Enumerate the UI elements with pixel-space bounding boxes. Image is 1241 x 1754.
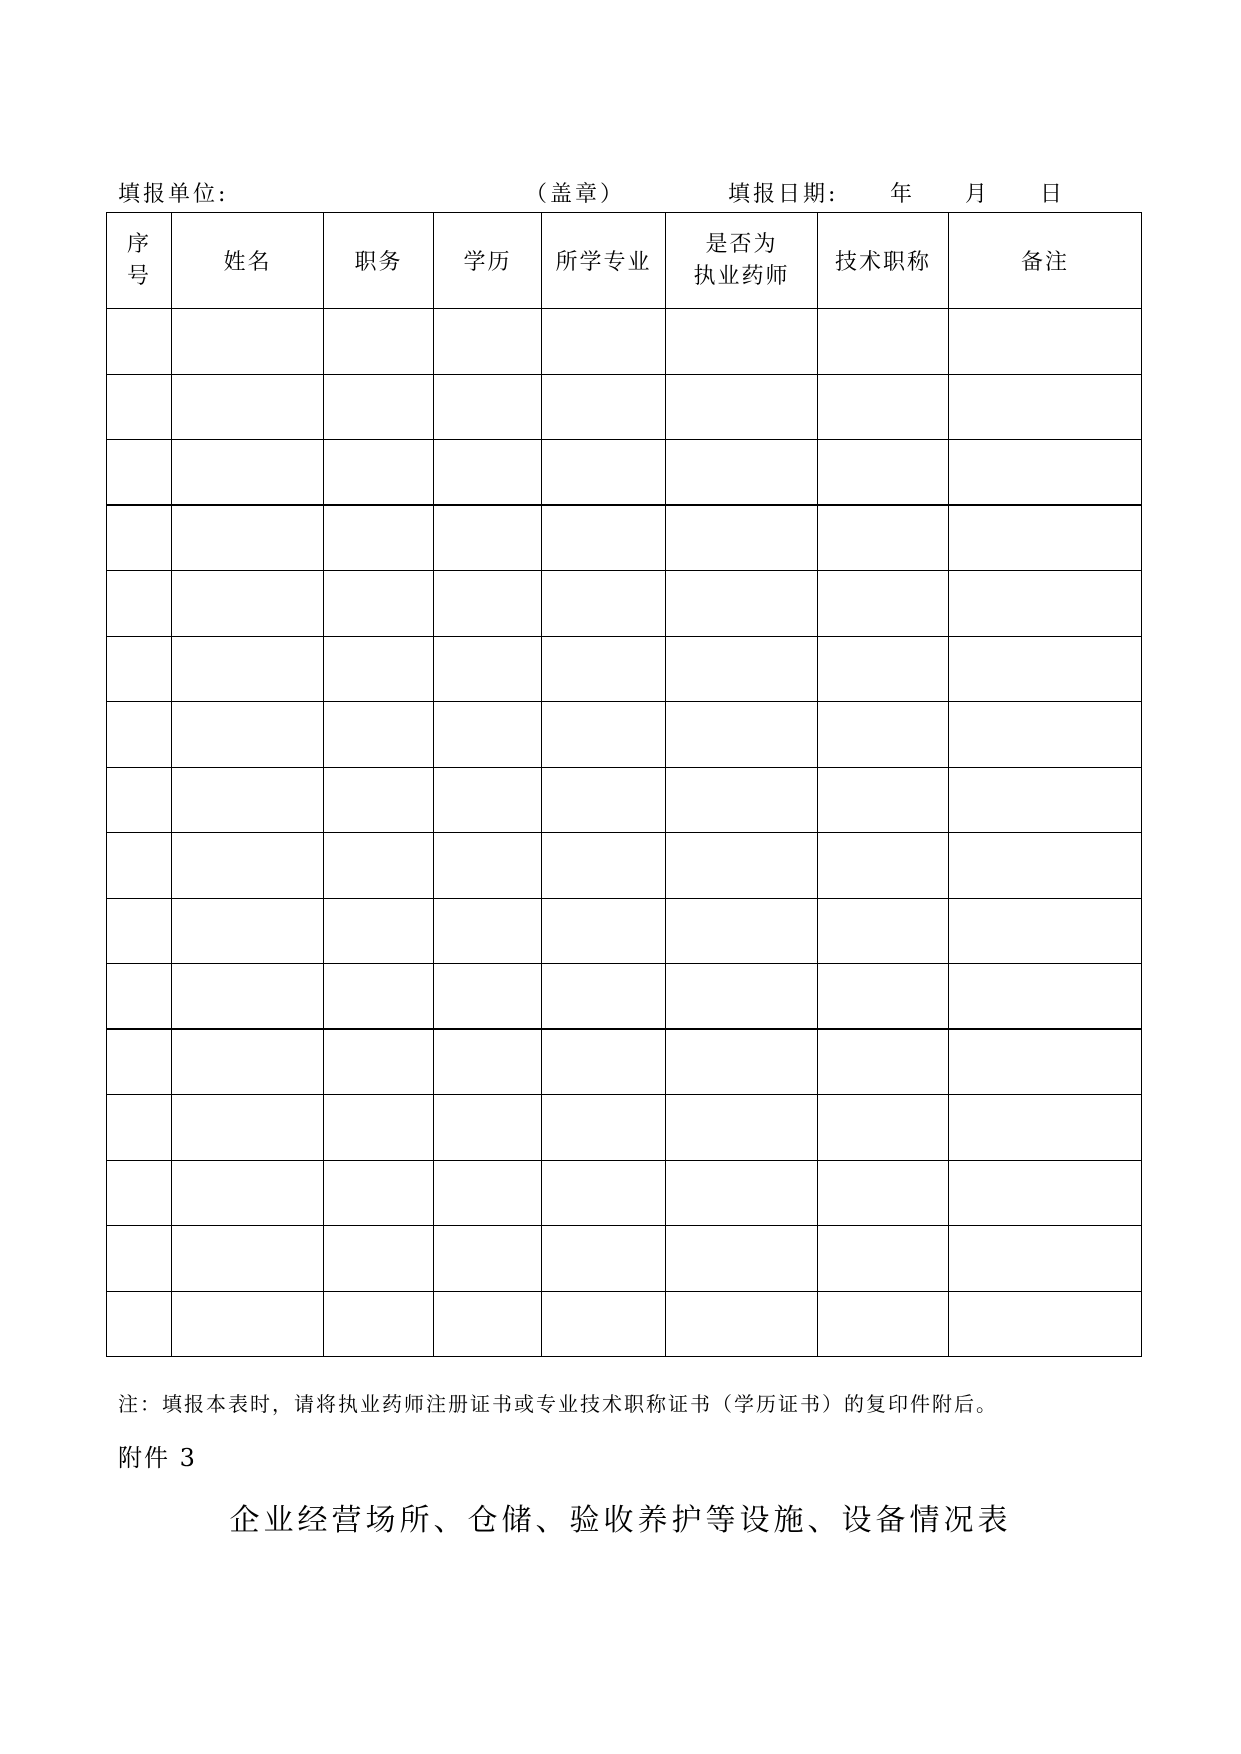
cell-education[interactable] bbox=[434, 964, 542, 1030]
column-header-major-label: 所学专业 bbox=[555, 250, 652, 275]
attachment-label: 附件 3 bbox=[118, 1444, 197, 1472]
cell-remarks[interactable] bbox=[949, 374, 1142, 440]
cell-education[interactable] bbox=[434, 505, 542, 571]
cell-licensed-pharmacist[interactable] bbox=[666, 964, 818, 1030]
cell-major[interactable] bbox=[542, 1160, 666, 1226]
cell-technical-title[interactable] bbox=[818, 636, 949, 702]
table-row bbox=[107, 1029, 1142, 1095]
cell-serial[interactable] bbox=[107, 1291, 172, 1357]
cell-position[interactable] bbox=[324, 767, 434, 833]
cell-technical-title[interactable] bbox=[818, 898, 949, 964]
cell-major[interactable] bbox=[542, 898, 666, 964]
cell-serial[interactable] bbox=[107, 964, 172, 1030]
column-header-remarks bbox=[949, 213, 1142, 309]
table-row bbox=[107, 374, 1142, 440]
cell-major[interactable] bbox=[542, 767, 666, 833]
cell-position[interactable] bbox=[324, 1029, 434, 1095]
cell-remarks[interactable] bbox=[949, 636, 1142, 702]
column-header-technical-title bbox=[818, 213, 949, 309]
cell-name[interactable] bbox=[172, 833, 324, 899]
cell-education[interactable] bbox=[434, 1160, 542, 1226]
cell-remarks[interactable] bbox=[949, 1095, 1142, 1161]
cell-major[interactable] bbox=[542, 636, 666, 702]
cell-serial[interactable] bbox=[107, 1095, 172, 1161]
cell-technical-title[interactable] bbox=[818, 1226, 949, 1292]
table-row bbox=[107, 636, 1142, 702]
cell-technical-title[interactable] bbox=[818, 1029, 949, 1095]
cell-remarks[interactable] bbox=[949, 898, 1142, 964]
cell-serial[interactable] bbox=[107, 636, 172, 702]
cell-name[interactable] bbox=[172, 440, 324, 506]
cell-licensed-pharmacist[interactable] bbox=[666, 702, 818, 768]
table-row bbox=[107, 702, 1142, 768]
cell-licensed-pharmacist[interactable] bbox=[666, 1226, 818, 1292]
table-row bbox=[107, 505, 1142, 571]
cell-technical-title[interactable] bbox=[818, 374, 949, 440]
cell-licensed-pharmacist[interactable] bbox=[666, 1029, 818, 1095]
cell-licensed-pharmacist[interactable] bbox=[666, 309, 818, 375]
cell-technical-title[interactable] bbox=[818, 767, 949, 833]
cell-position[interactable] bbox=[324, 702, 434, 768]
cell-licensed-pharmacist[interactable] bbox=[666, 1291, 818, 1357]
cell-technical-title[interactable] bbox=[818, 571, 949, 637]
cell-major[interactable] bbox=[542, 1095, 666, 1161]
cell-position[interactable] bbox=[324, 1291, 434, 1357]
cell-education[interactable] bbox=[434, 440, 542, 506]
cell-education[interactable] bbox=[434, 309, 542, 375]
cell-position[interactable] bbox=[324, 440, 434, 506]
cell-education[interactable] bbox=[434, 1226, 542, 1292]
cell-education[interactable] bbox=[434, 1029, 542, 1095]
cell-remarks[interactable] bbox=[949, 505, 1142, 571]
filing-unit-label: 填报单位: bbox=[118, 182, 229, 207]
table-body bbox=[107, 309, 1142, 1357]
column-header-education-label: 学历 bbox=[463, 250, 512, 275]
cell-education[interactable] bbox=[434, 898, 542, 964]
cell-serial[interactable] bbox=[107, 571, 172, 637]
cell-name[interactable] bbox=[172, 702, 324, 768]
table-row bbox=[107, 1160, 1142, 1226]
cell-technical-title[interactable] bbox=[818, 309, 949, 375]
table-row bbox=[107, 571, 1142, 637]
cell-technical-title[interactable] bbox=[818, 1291, 949, 1357]
cell-technical-title[interactable] bbox=[818, 1160, 949, 1226]
cell-technical-title[interactable] bbox=[818, 702, 949, 768]
cell-serial[interactable] bbox=[107, 833, 172, 899]
column-header-licensed-pharmacist-line2: 执业药师 bbox=[693, 263, 790, 289]
cell-major[interactable] bbox=[542, 1291, 666, 1357]
cell-education[interactable] bbox=[434, 702, 542, 768]
cell-position[interactable] bbox=[324, 505, 434, 571]
table-row bbox=[107, 964, 1142, 1030]
cell-major[interactable] bbox=[542, 440, 666, 506]
cell-education[interactable] bbox=[434, 767, 542, 833]
cell-licensed-pharmacist[interactable] bbox=[666, 1095, 818, 1161]
next-form-title: 企业经营场所、仓储、验收养护等设施、设备情况表 bbox=[229, 1503, 1012, 1538]
cell-name[interactable] bbox=[172, 767, 324, 833]
seal-label: （盖章） bbox=[525, 182, 626, 207]
cell-remarks[interactable] bbox=[949, 767, 1142, 833]
cell-major[interactable] bbox=[542, 702, 666, 768]
table-row bbox=[107, 440, 1142, 506]
cell-education[interactable] bbox=[434, 1095, 542, 1161]
cell-major[interactable] bbox=[542, 309, 666, 375]
cell-serial[interactable] bbox=[107, 309, 172, 375]
table-row bbox=[107, 898, 1142, 964]
cell-major[interactable] bbox=[542, 964, 666, 1030]
cell-licensed-pharmacist[interactable] bbox=[666, 636, 818, 702]
cell-licensed-pharmacist[interactable] bbox=[666, 767, 818, 833]
cell-major[interactable] bbox=[542, 374, 666, 440]
cell-position[interactable] bbox=[324, 898, 434, 964]
column-header-licensed-pharmacist bbox=[666, 213, 818, 309]
cell-position[interactable] bbox=[324, 571, 434, 637]
column-header-position-label: 职务 bbox=[354, 250, 403, 275]
cell-serial[interactable] bbox=[107, 1226, 172, 1292]
cell-education[interactable] bbox=[434, 833, 542, 899]
table-row bbox=[107, 309, 1142, 375]
cell-name[interactable] bbox=[172, 1226, 324, 1292]
cell-position[interactable] bbox=[324, 374, 434, 440]
cell-technical-title[interactable] bbox=[818, 833, 949, 899]
cell-education[interactable] bbox=[434, 636, 542, 702]
table-row bbox=[107, 1291, 1142, 1357]
cell-licensed-pharmacist[interactable] bbox=[666, 505, 818, 571]
cell-licensed-pharmacist[interactable] bbox=[666, 440, 818, 506]
cell-name[interactable] bbox=[172, 1095, 324, 1161]
cell-name[interactable] bbox=[172, 636, 324, 702]
filing-date-label: 填报日期: bbox=[728, 182, 839, 207]
personnel-table bbox=[106, 212, 1142, 1357]
form-note: 注：填报本表时，请将执业药师注册证书或专业技术职称证书（学历证书）的复印件附后。 bbox=[118, 1392, 998, 1416]
cell-remarks[interactable] bbox=[949, 571, 1142, 637]
cell-education[interactable] bbox=[434, 1291, 542, 1357]
cell-serial[interactable] bbox=[107, 1160, 172, 1226]
cell-name[interactable] bbox=[172, 1160, 324, 1226]
cell-remarks[interactable] bbox=[949, 1029, 1142, 1095]
day-label: 日 bbox=[1040, 182, 1066, 207]
cell-technical-title[interactable] bbox=[818, 1095, 949, 1161]
cell-serial[interactable] bbox=[107, 767, 172, 833]
cell-major[interactable] bbox=[542, 1226, 666, 1292]
cell-name[interactable] bbox=[172, 309, 324, 375]
cell-education[interactable] bbox=[434, 571, 542, 637]
column-header-technical-title-label: 技术职称 bbox=[834, 250, 931, 275]
cell-serial[interactable] bbox=[107, 440, 172, 506]
year-label: 年 bbox=[890, 182, 916, 207]
form-header bbox=[0, 178, 1241, 212]
cell-position[interactable] bbox=[324, 1160, 434, 1226]
cell-serial[interactable] bbox=[107, 374, 172, 440]
cell-serial[interactable] bbox=[107, 702, 172, 768]
cell-technical-title[interactable] bbox=[818, 440, 949, 506]
cell-remarks[interactable] bbox=[949, 440, 1142, 506]
cell-remarks[interactable] bbox=[949, 833, 1142, 899]
column-header-name bbox=[172, 213, 324, 309]
cell-name[interactable] bbox=[172, 1291, 324, 1357]
cell-major[interactable] bbox=[542, 1029, 666, 1095]
column-header-serial-line2: 号 bbox=[126, 263, 151, 289]
table-row bbox=[107, 767, 1142, 833]
cell-remarks[interactable] bbox=[949, 1160, 1142, 1226]
cell-position[interactable] bbox=[324, 964, 434, 1030]
cell-major[interactable] bbox=[542, 505, 666, 571]
cell-position[interactable] bbox=[324, 1226, 434, 1292]
cell-licensed-pharmacist[interactable] bbox=[666, 1160, 818, 1226]
cell-name[interactable] bbox=[172, 505, 324, 571]
cell-major[interactable] bbox=[542, 833, 666, 899]
cell-serial[interactable] bbox=[107, 1029, 172, 1095]
table-row bbox=[107, 1095, 1142, 1161]
cell-remarks[interactable] bbox=[949, 1226, 1142, 1292]
column-header-position bbox=[324, 213, 434, 309]
month-label: 月 bbox=[965, 182, 991, 207]
cell-remarks[interactable] bbox=[949, 702, 1142, 768]
column-header-name-label: 姓名 bbox=[223, 250, 272, 275]
cell-technical-title[interactable] bbox=[818, 505, 949, 571]
cell-name[interactable] bbox=[172, 571, 324, 637]
column-header-major bbox=[542, 213, 666, 309]
table-row bbox=[107, 1226, 1142, 1292]
cell-position[interactable] bbox=[324, 636, 434, 702]
cell-serial[interactable] bbox=[107, 898, 172, 964]
cell-licensed-pharmacist[interactable] bbox=[666, 374, 818, 440]
cell-major[interactable] bbox=[542, 571, 666, 637]
cell-position[interactable] bbox=[324, 833, 434, 899]
table-header-row bbox=[107, 213, 1142, 309]
cell-remarks[interactable] bbox=[949, 964, 1142, 1030]
column-header-serial-line1: 序 bbox=[126, 231, 151, 257]
cell-licensed-pharmacist[interactable] bbox=[666, 833, 818, 899]
table-row bbox=[107, 833, 1142, 899]
cell-name[interactable] bbox=[172, 964, 324, 1030]
column-header-serial bbox=[107, 213, 172, 309]
cell-name[interactable] bbox=[172, 374, 324, 440]
cell-education[interactable] bbox=[434, 374, 542, 440]
cell-serial[interactable] bbox=[107, 505, 172, 571]
cell-licensed-pharmacist[interactable] bbox=[666, 898, 818, 964]
cell-position[interactable] bbox=[324, 309, 434, 375]
cell-name[interactable] bbox=[172, 1029, 324, 1095]
cell-name[interactable] bbox=[172, 898, 324, 964]
cell-position[interactable] bbox=[324, 1095, 434, 1161]
cell-licensed-pharmacist[interactable] bbox=[666, 571, 818, 637]
cell-technical-title[interactable] bbox=[818, 964, 949, 1030]
cell-remarks[interactable] bbox=[949, 1291, 1142, 1357]
column-header-licensed-pharmacist-line1: 是否为 bbox=[705, 231, 778, 257]
column-header-remarks-label: 备注 bbox=[1020, 250, 1069, 275]
cell-remarks[interactable] bbox=[949, 309, 1142, 375]
column-header-education bbox=[434, 213, 542, 309]
